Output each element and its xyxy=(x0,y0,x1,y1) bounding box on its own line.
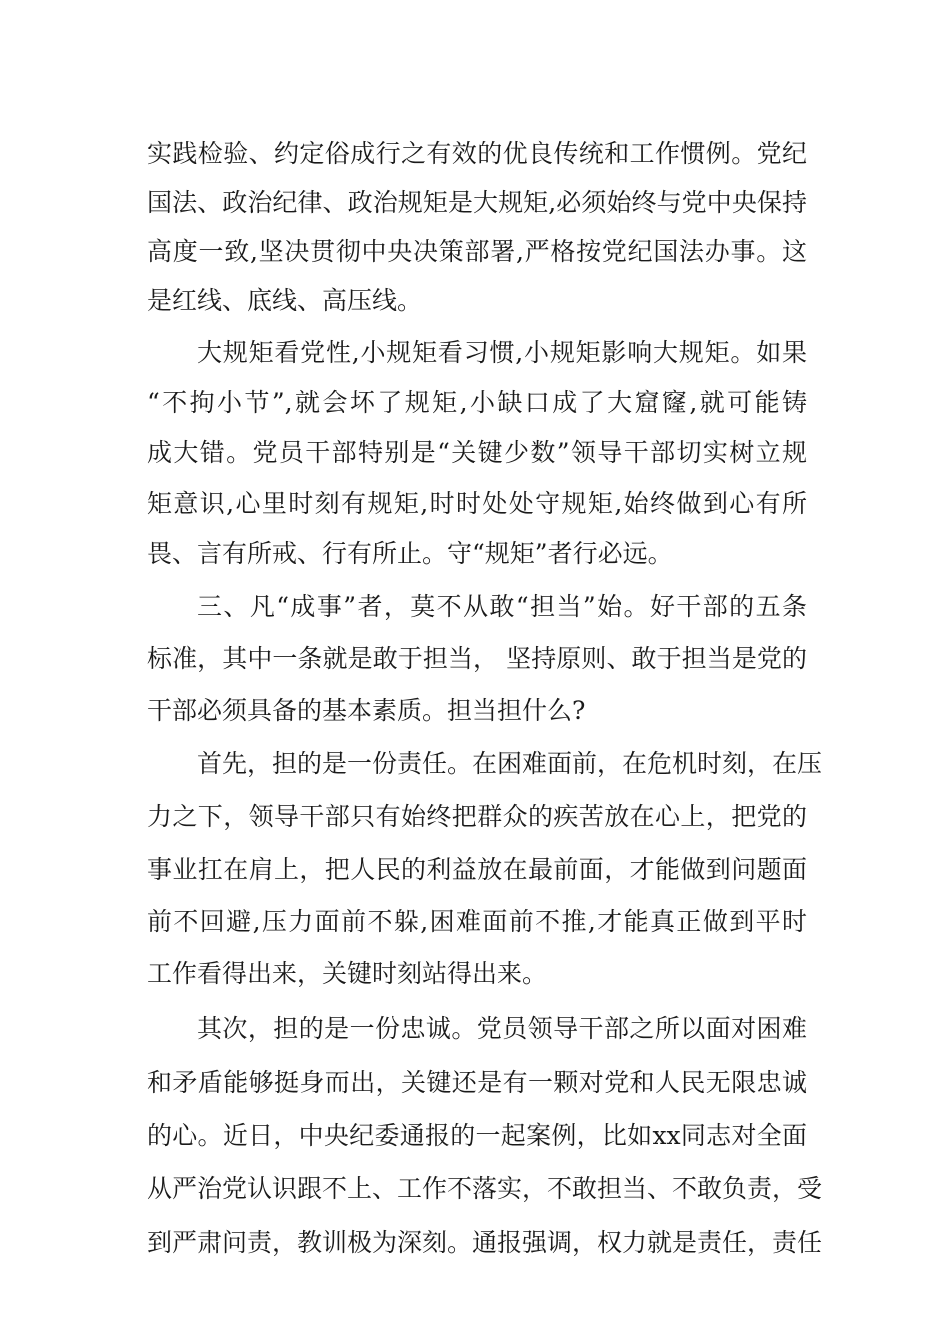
text-line: 矩意识,心里时刻有规矩,时时处处守规矩,始终做到心有所 xyxy=(147,489,807,518)
text-line: 畏、言有所戒、行有所止。守“规矩”者行必远。 xyxy=(147,539,673,568)
text-line: 国法、政治纪律、政治规矩是大规矩,必须始终与党中央保持 xyxy=(147,188,807,217)
text-line: 力之下，领导干部只有始终把群众的疾苦放在心上，把党的 xyxy=(147,802,807,831)
text-line: 高度一致,坚决贯彻中央决策部署,严格按党纪国法办事。这 xyxy=(147,237,807,266)
text-line: 和矛盾能够挺身而出，关键还是有一颗对党和人民无限忠诚 xyxy=(147,1068,807,1097)
text-line: 大规矩看党性,小规矩看习惯,小规矩影响大规矩。如果 xyxy=(197,338,807,367)
text-line: 实践检验、约定俗成行之有效的优良传统和工作惯例。党纪 xyxy=(147,139,807,168)
text-line: 首先，担的是一份责任。在困难面前，在危机时刻，在压 xyxy=(197,749,823,778)
text-line: 到严肃问责，教训极为深刻。通报强调，权力就是责任，责任 xyxy=(147,1228,823,1257)
text-line: 前不回避,压力面前不躲,困难面前不推,才能真正做到平时 xyxy=(147,907,807,936)
text-line: 标准，其中一条就是敢于担当， 坚持原则、敢于担当是党的 xyxy=(147,644,807,673)
text-line: 工作看得出来，关键时刻站得出来。 xyxy=(147,959,548,988)
text-line: 三、凡“成事”者，莫不从敢“担当”始。好干部的五条 xyxy=(197,592,807,621)
text-line: “不拘小节”,就会坏了规矩,小缺口成了大窟窿,就可能铸 xyxy=(147,388,807,417)
text-line: 是红线、底线、高压线。 xyxy=(147,286,423,315)
text-line: 从严治党认识跟不上、工作不落实，不敢担当、不敢负责，受 xyxy=(147,1174,823,1203)
text-line: 事业扛在肩上，把人民的利益放在最前面，才能做到问题面 xyxy=(147,855,807,884)
text-line: 成大错。党员干部特别是“关键少数”领导干部切实树立规 xyxy=(147,438,807,467)
text-line: 干部必须具备的基本素质。担当担什么? xyxy=(147,696,586,725)
text-line: 其次，担的是一份忠诚。党员领导干部之所以面对困难 xyxy=(197,1014,807,1043)
text-line: 的心。近日，中央纪委通报的一起案例，比如xx同志对全面 xyxy=(147,1121,807,1150)
